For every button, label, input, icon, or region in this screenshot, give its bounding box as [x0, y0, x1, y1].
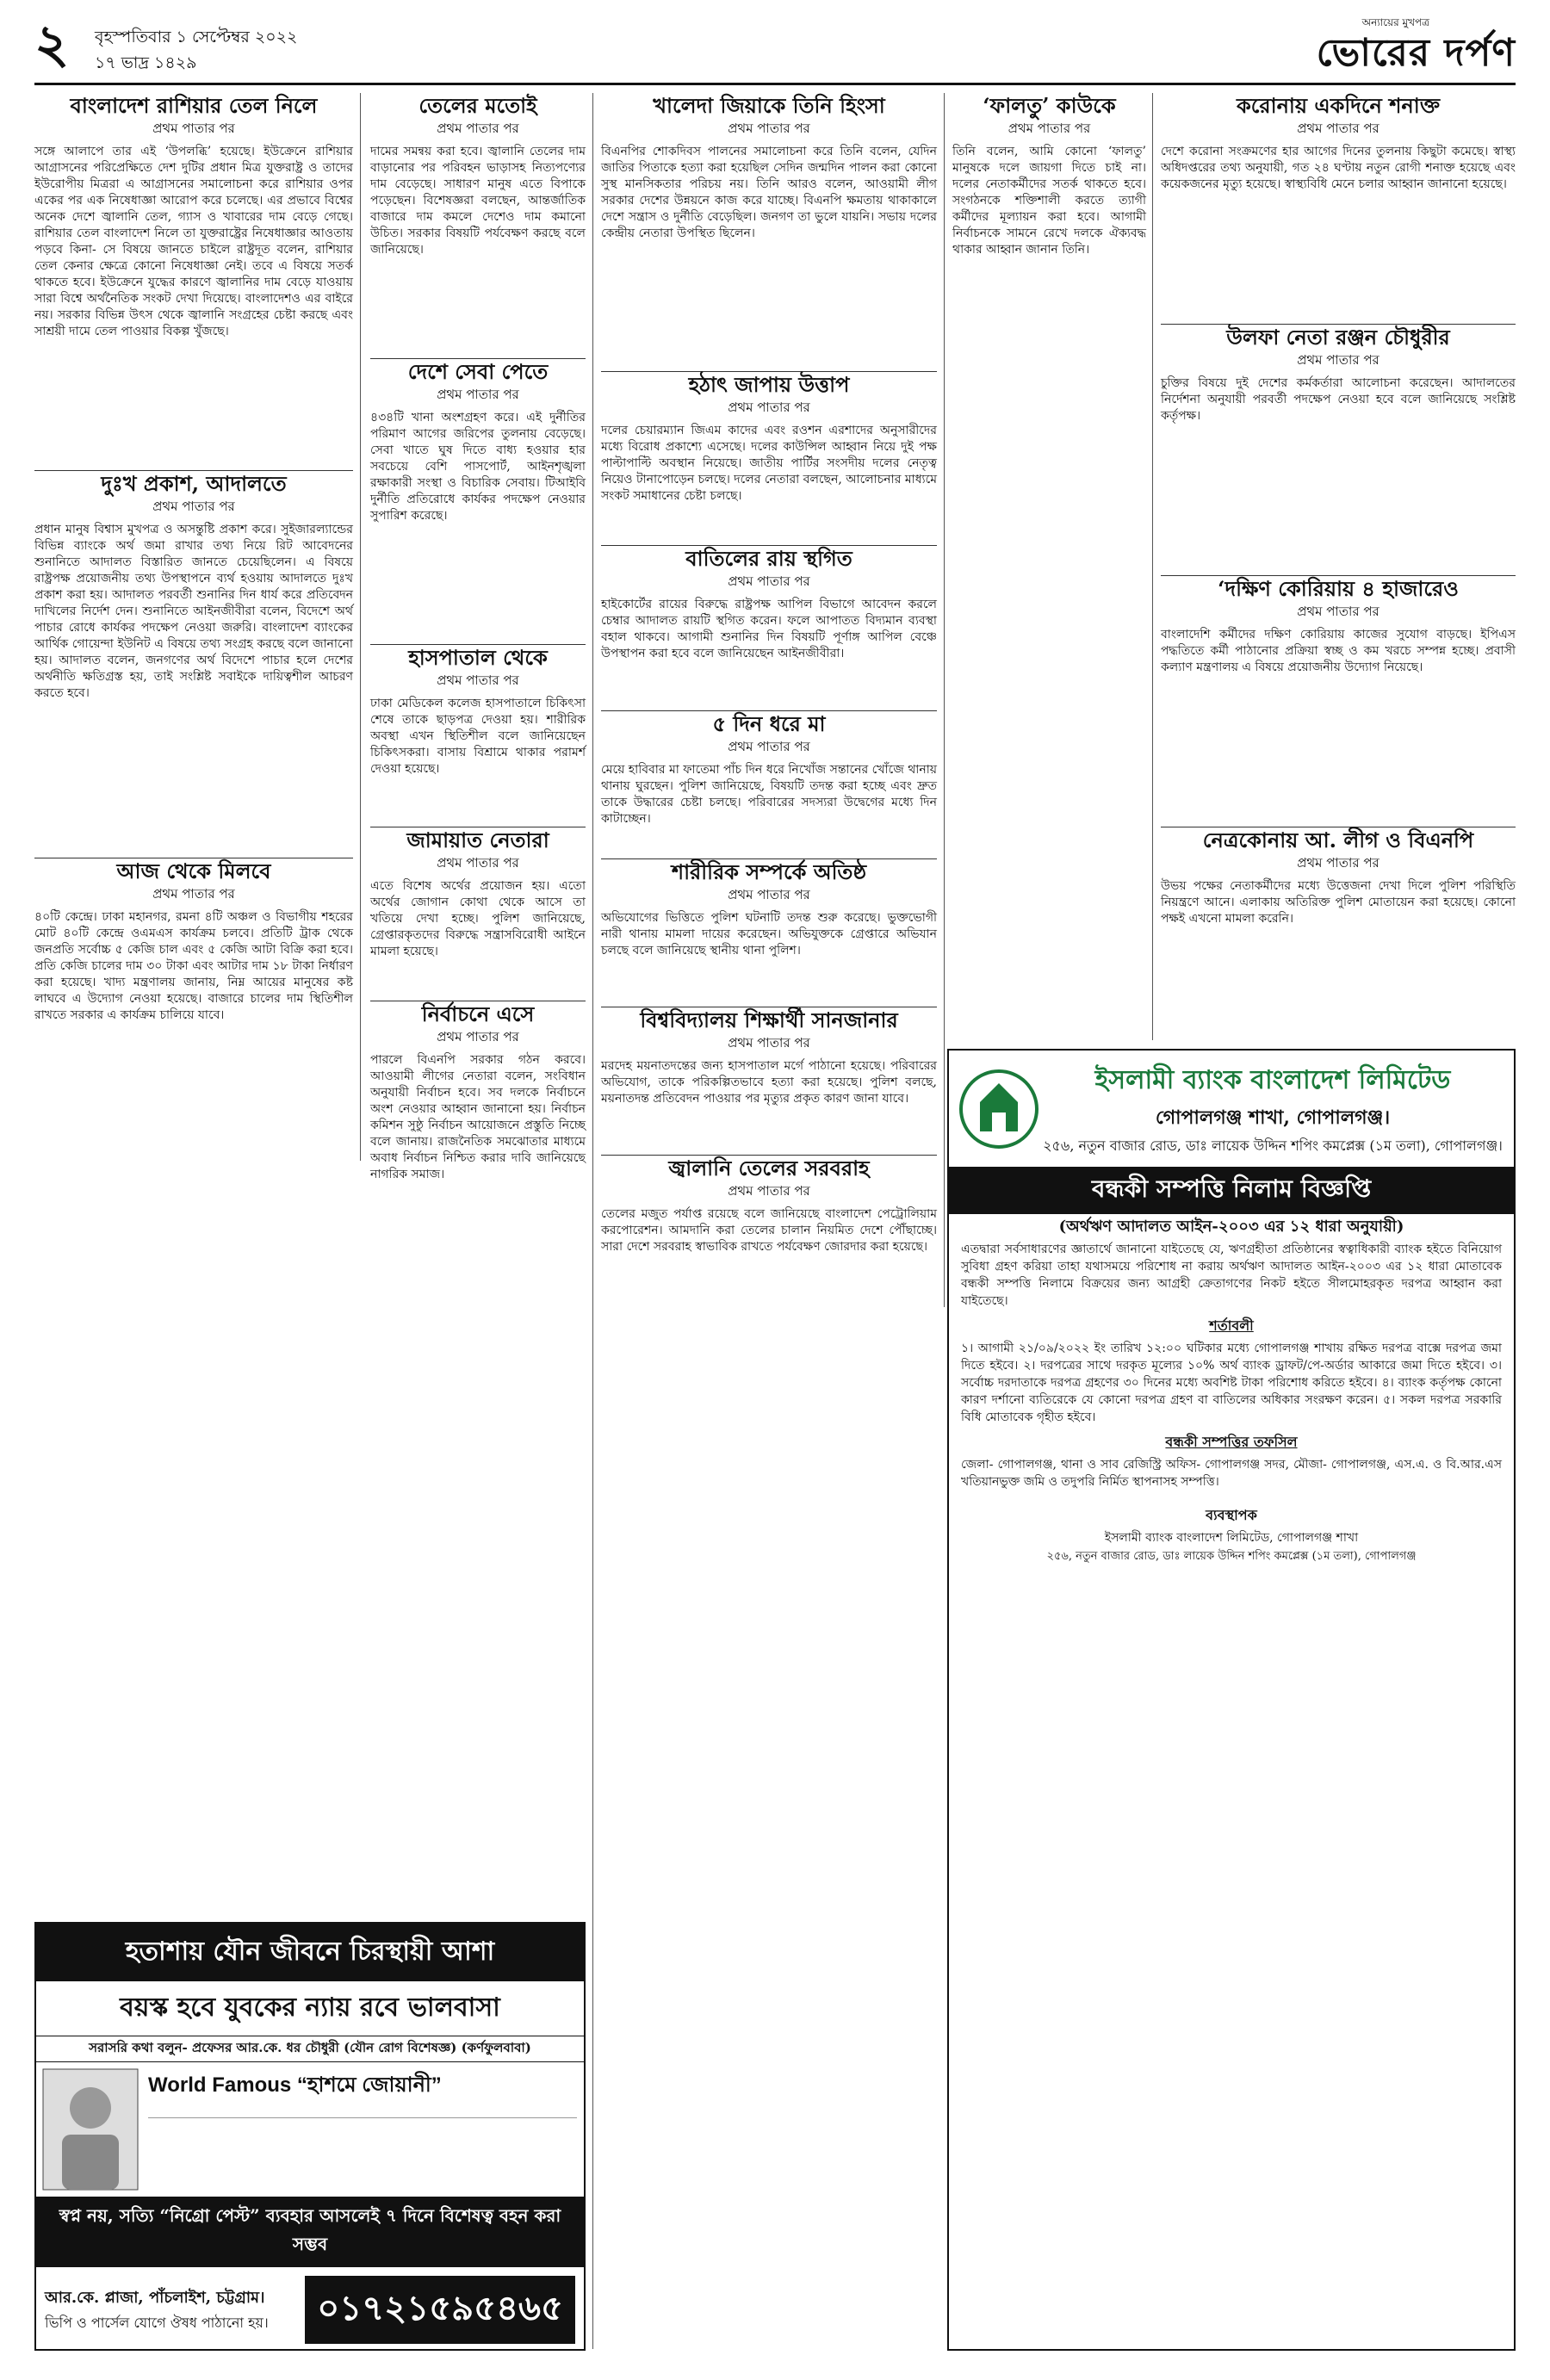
article-netrokona	[1161, 821, 1516, 1040]
signatory-address: ২৫৬, নতুন বাজার রোড, ডাঃ লায়েক উদ্দিন শপিং কমপ্লেক্স (১ম তলা), গোপালগঞ্জ	[1046, 1550, 1417, 1563]
article-body: সঙ্গে আলাপে তার এই ‘উপলব্ধি’ হয়েছে। ইউক্রেনে রাশিয়ার আগ্রাসনের পরিপ্রেক্ষিতে দেশ দুটির প্রধান মিত্র যুক্তরাষ্ট্র ও তাদের ইউরোপীয় মিত্ররা এ আগ্রাসনের সমালোচনা করে রাশিয়ার ওপর একের পর এক নিষেধাজ্ঞা আরোপ করে চলেছে। এর প্রভাবে বিশ্বের অনেক দেশে জ্বালানি তেল, গ্যাস ও খাবারের দাম বেড়ে গেছে। রাশিয়ার তেল বাংলাদেশ নিলে তা যুক্তরাষ্ট্রের নিষেধাজ্ঞার আওতায় পড়বে কিনা- সে বিষয়ে জানতে চাইলে রাষ্ট্রদূত বলেন, রাশিয়ার তেল কেনার ক্ষেত্রে কোনো নিষেধাজ্ঞা নেই। তবে এ বিষয়ে সতর্ক থাকতে হবে। ইউক্রেনে যুদ্ধের কারণে জ্বালানির দাম বেড়ে যাওয়ায় সারা বিশ্বে অর্থনৈতিক সংকট দেখা দিয়েছে। বাংলাদেশও এর বাইরে নয়। সরকার বিভিন্ন উৎস থেকে জ্বালানি সংগ্রহের চেষ্টা করছে এবং সাশ্রয়ী দামে তেল পাওয়ার বিকল্প খুঁজছে।	[34, 145, 353, 338]
article-body: প্রধান মানুষ বিশ্বাস মুখপত্র ও অসন্তুষ্টি প্রকাশ করে। সুইজারল্যান্ডের বিভিন্ন ব্যাংকে অর্থ জমা রাখার তথ্য নিয়ে রিট আবেদনের শুনানিতে আদালত বিস্তারিত জানতে চেয়েছিলেন। এ বিষয়ে রাষ্ট্রপক্ষ প্রয়োজনীয় তথ্য উপস্থাপনে ব্যর্থ হওয়ায় আদালতে দুঃখ প্রকাশ করা হয়। আদালত পরবর্তী শুনানির দিন ধার্য করে প্রতিবেদন দাখিলের নির্দেশ দেন। শুনানিতে আইনজীবীরা বলেন, বিদেশে অর্থ পাচার রোধে কার্যকর পদক্ষেপ নেওয়া জরুরি। বাংলাদেশ ব্যাংকের আর্থিক গোয়েন্দা ইউনিট এ বিষয়ে তথ্য সংগ্রহ করছে বলে জানানো হয়। আদালত বলেন, জনগণের অর্থ বিদেশে পাচার হলে দেশের অর্থনীতি ক্ষতিগ্রস্ত হয়, তাই সংশ্লিষ্ট সবাইকে দায়িত্বশীল আচরণ করতে হবে।	[34, 523, 353, 700]
headline: ‘ফালতু’ কাউকে	[983, 93, 1116, 118]
ad-divider	[148, 2110, 577, 2118]
article-hospital	[370, 639, 586, 820]
headline: দুঃখ প্রকাশ, আদালতে	[101, 471, 287, 496]
property-heading: বন্ধকী সম্পত্তির তফসিল	[1165, 1434, 1298, 1450]
doctor-photo-icon	[43, 2069, 138, 2190]
date-bengali: ১৭ ভাদ্র ১৪২৯	[95, 53, 197, 72]
date-line	[95, 24, 297, 76]
logo-tagline: অন্যায়ের মুখপত্র	[1361, 16, 1429, 28]
signatory-name: ইসলামী ব্যাংক বাংলাদেশ লিমিটেড, গোপালগঞ্জ শাখা	[1104, 1531, 1359, 1545]
continuation-label: প্রথম পাতার পর	[1297, 855, 1380, 871]
article-body: বিএনপির শোকদিবস পালনের সমালোচনা করে তিনি বলেন, যেদিন জাতির পিতাকে হত্যা করা হয়েছিল সেদিন জন্মদিন পালন করা কোনো সুস্থ মানসিকতার পরিচয় নয়। তিনি আরও বলেন, আওয়ামী লীগ সরকার দেশের উন্নয়নে কাজ করে যাচ্ছে। বিএনপি ক্ষমতায় থাকাকালে দেশে সন্ত্রাস ও দুর্নীতি বেড়েছিল। জনগণ তা ভুলে যায়নি। সভায় দলের কেন্দ্রীয় নেতারা উপস্থিত ছিলেন।	[601, 145, 937, 240]
continuation-label: প্রথম পাতার পর	[1297, 604, 1380, 619]
ad-phone: ০১৭২১৫৯৫৪৬৫	[305, 2276, 575, 2344]
headline: আজ থেকে মিলবে	[116, 858, 271, 883]
headline: নেত্রকোনায় আ. লীগ ও বিএনপি	[1202, 827, 1474, 852]
page-number: ২	[34, 12, 70, 75]
article-body: ঢাকা মেডিকেল কলেজ হাসপাতালে চিকিৎসা শেষে তাকে ছাড়পত্র দেওয়া হয়। শারীরিক অবস্থা এখন স্থিতিশীল বলে জানিয়েছেন চিকিৎসকরা। বাসায় বিশ্রামে থাকার পরামর্শ দেওয়া হয়েছে।	[370, 697, 586, 776]
continuation-label: প্রথম পাতার পর	[1297, 352, 1380, 368]
headline: বিশ্ববিদ্যালয় শিক্ষার্থী সানজানার	[640, 1007, 898, 1032]
continuation-label: প্রথম পাতার পর	[728, 573, 810, 589]
article-harassment	[601, 853, 937, 1000]
headline: দেশে সেবা পেতে	[407, 359, 549, 384]
article-russia-oil	[34, 93, 353, 463]
bank-name: ইসলামী ব্যাংক বাংলাদেশ লিমিটেড	[1094, 1065, 1451, 1095]
article-oil-price	[370, 93, 586, 351]
ad-world-famous: World Famous “হাশমে জোয়ানী”	[148, 2073, 442, 2097]
headline: করোনায় একদিনে শনাক্ত	[1236, 93, 1441, 118]
article-body: চুক্তির বিষয়ে দুই দেশের কর্মকর্তারা আলোচনা করেছেন। আদালতের নির্দেশনা অনুযায়ী পরবর্তী পদক্ষেপ নেওয়া হবে বলে জানিয়েছে সংশ্লিষ্ট কর্তৃপক্ষ।	[1161, 376, 1516, 423]
notice-property: জেলা- গোপালগঞ্জ, থানা ও সাব রেজিস্ট্রি অফিস- গোপালগঞ্জ সদর, মৌজা- গোপালগঞ্জ, এস.এ. ও বি.আর.এস খতিয়ানভুক্ত জমি ও তদুপরি নির্মিত স্থাপনাসহ সম্পত্তি।	[961, 1458, 1502, 1489]
continuation-label: প্রথম পাতার পর	[728, 400, 810, 415]
newspaper-logo	[1292, 15, 1516, 77]
article-body: অভিযোগের ভিত্তিতে পুলিশ ঘটনাটি তদন্ত শুরু করেছে। ভুক্তভোগী নারী থানায় মামলা দায়ের করেছেন। অভিযুক্তকে গ্রেপ্তারে অভিযান চলছে বলে জানিয়েছে স্থানীয় থানা পুলিশ।	[601, 911, 937, 958]
continuation-label: প্রথম পাতার পর	[437, 855, 519, 871]
headline: বাংলাদেশ রাশিয়ার তেল নিলে	[70, 93, 318, 118]
article-service-bribe	[370, 353, 586, 637]
continuation-label: প্রথম পাতার পর	[152, 886, 235, 902]
notice-title: বন্ধকী সম্পত্তি নিলাম বিজ্ঞপ্তি	[949, 1167, 1514, 1214]
auction-notice	[947, 1049, 1516, 2351]
notice-subtitle: (অর্থঋণ আদালত আইন-২০০৩ এর ১২ ধারা অনুযায়ী)	[1058, 1218, 1404, 1236]
article-verdict-stayed	[601, 540, 937, 703]
article-court-regret	[34, 465, 353, 852]
notice-intro: এতদ্বারা সর্বসাধারণের জ্ঞাতার্থে জানানো যাইতেছে যে, ঋণগ্রহীতা প্রতিষ্ঠানের স্বত্বাধিকারী ব্যাংক হইতে বিনিয়োগ সুবিধা গ্রহণ করিয়া তাহা যথাসময়ে পরিশোধ না করায় অর্থঋণ আদালত আইন-২০০৩ এর ১২ ধারা মোতাবেক বন্ধকী সম্পত্তি নিলামে বিক্রয়ের জন্য আগ্রহী ক্রেতাগণের নিকট হইতে সীলমোহরকৃত দরপত্র আহ্বান করা যাইতেছে।	[961, 1243, 1502, 1308]
ad-headline-1: হতাশায় যৌন জীবনে চিরস্থায়ী আশা	[36, 1924, 584, 1981]
article-body: বাংলাদেশি কর্মীদের দক্ষিণ কোরিয়ায় কাজের সুযোগ বাড়ছে। ইপিএস পদ্ধতিতে কর্মী পাঠানোর প্রক্রিয়া স্বচ্ছ ও কম খরচে সম্পন্ন হচ্ছে। প্রবাসী কল্যাণ মন্ত্রণালয় এ বিষয়ে প্রয়োজনীয় উদ্যোগ নিয়েছে।	[1161, 628, 1516, 674]
advertisement-clinic	[34, 1922, 586, 2351]
signatory-title: ব্যবস্থাপক	[1206, 1507, 1257, 1523]
ad-tagline: সরাসরি কথা বলুন- প্রফেসর আর.কে. ধর চৌধুরী (যৌন রোগ বিশেষজ্ঞ) (কর্ণফুলবাবা)	[36, 2036, 584, 2062]
continuation-label: প্রথম পাতার পর	[728, 1035, 810, 1051]
ad-address-2: ভিপি ও পার্সেল যোগে ঔষধ পাঠানো হয়।	[45, 2314, 269, 2331]
headline: হাসপাতাল থেকে	[408, 645, 548, 670]
article-body: উভয় পক্ষের নেতাকর্মীদের মধ্যে উত্তেজনা দেখা দিলে পুলিশ পরিস্থিতি নিয়ন্ত্রণে আনে। এলাকায় অতিরিক্ত পুলিশ মোতায়েন করা হয়েছে। কোনো পক্ষই এখনো মামলা করেনি।	[1161, 879, 1516, 926]
ad-banner: স্বপ্ন নয়, সত্যি “নিগ্রো পেস্ট” ব্যবহার আসলেই ৭ দিনে বিশেষত্ব বহন করা সম্ভব	[36, 2197, 584, 2267]
article-khaleda	[601, 93, 937, 364]
article-japa-tension	[601, 366, 937, 538]
ad-headline-2: বয়স্ক হবে যুবকের ন্যায় রবে ভালবাসা	[120, 1993, 500, 2023]
headline: ‘দক্ষিণ কোরিয়ায় ৪ হাজারেও	[1218, 576, 1459, 601]
article-body: তেলের মজুত পর্যাপ্ত রয়েছে বলে জানিয়েছে বাংলাদেশ পেট্রোলিয়াম করপোরেশন। আমদানি করা তেলের চালান নিয়মিত দেশে পৌঁছাচ্ছে। সারা দেশে সরবরাহ স্বাভাবিক রাখতে পর্যবেক্ষণ জোরদার করা হয়েছে।	[601, 1207, 937, 1254]
article-body: মেয়ে হাবিবার মা ফাতেমা পাঁচ দিন ধরে নিখোঁজ সন্তানের খোঁজে থানায় থানায় ঘুরছেন। পুলিশ জানিয়েছে, বিষয়টি তদন্ত করা হচ্ছে এবং দ্রুত তাকে উদ্ধারের চেষ্টা চলছে। পরিবারের সদস্যরা উদ্বেগের মধ্যে দিন কাটাচ্ছেন।	[601, 763, 937, 826]
headline: হঠাৎ জাপায় উত্তাপ	[688, 372, 850, 397]
article-oms-sale	[34, 852, 353, 1158]
headline: খালেদা জিয়াকে তিনি হিংসা	[653, 93, 885, 118]
article-body: তিনি বলেন, আমি কোনো ‘ফালতু’ মানুষকে দলে জায়গা দিতে চাই না। দলের নেতাকর্মীদের সতর্ক থাকতে হবে। সংগঠনকে শক্তিশালী করতে ত্যাগী কর্মীদের মূল্যায়ন করা হবে। আগামী নির্বাচনকে সামনে রেখে দলকে ঐক্যবদ্ধ থাকার আহ্বান জানান তিনি।	[952, 145, 1146, 257]
article-fuel-supply	[601, 1150, 937, 1305]
headline: শারীরিক সম্পর্কে অতিষ্ঠ	[671, 859, 867, 884]
continuation-label: প্রথম পাতার পর	[437, 672, 519, 688]
conditions-heading: শর্তাবলী	[1209, 1317, 1254, 1334]
column-divider	[1152, 93, 1153, 1040]
continuation-label: প্রথম পাতার পর	[437, 121, 519, 136]
headline: তেলের মতোই	[418, 93, 537, 118]
continuation-label: প্রথম পাতার পর	[728, 887, 810, 902]
article-ulfa-leader	[1161, 319, 1516, 568]
headline: জ্বালানি তেলের সরবরাহ	[668, 1156, 870, 1181]
headline: নির্বাচনে এসে	[421, 1001, 535, 1026]
continuation-label: প্রথম পাতার পর	[152, 499, 235, 514]
article-body: দামের সমন্বয় করা হবে। জ্বালানি তেলের দাম বাড়ানোর পর পরিবহন ভাড়াসহ নিত্যপণ্যের দাম বেড়েছে। সাধারণ মানুষ এতে বিপাকে পড়েছেন। বিশেষজ্ঞরা বলছেন, আন্তর্জাতিক বাজারে দাম কমলে দেশেও দাম কমানো উচিত। সরকার বিষয়টি পর্যবেক্ষণ করছে বলে জানিয়েছে।	[370, 145, 586, 257]
continuation-label: প্রথম পাতার পর	[1297, 121, 1380, 136]
continuation-label: প্রথম পাতার পর	[728, 739, 810, 754]
column-divider	[944, 93, 945, 1307]
column-divider	[592, 93, 593, 2349]
notice-conditions: ১। আগামী ২১/০৯/২০২২ ইং তারিখ ১২:০০ ঘটিকার মধ্যে গোপালগঞ্জ শাখায় রক্ষিত দরপত্র বাক্সে দরপত্র জমা দিতে হইবে। ২। দরপত্রের সাথে দরকৃত মূল্যের ১০% অর্থ ব্যাংক ড্রাফট/পে-অর্ডার আকারে জমা দিতে হইবে। ৩। সর্বোচ্চ দরদাতাকে দরপত্র গ্রহণের ৩০ দিনের মধ্যে অবশিষ্ট টাকা পরিশোধ করিতে হইবে। ৪। ব্যাংক কর্তৃপক্ষ কোনো কারণ দর্শানো ব্যতিরেকে যে কোনো দরপত্র গ্রহণ বা বাতিলের অধিকার সংরক্ষণ করেন। ৫। সকল দরপত্র সরকারি বিধি মোতাবেক গৃহীত হইবে।	[961, 1342, 1502, 1424]
bank-branch: গোপালগঞ্জ শাখা, গোপালগঞ্জ।	[1155, 1106, 1391, 1129]
article-body: এতে বিশেষ অর্থের প্রয়োজন হয়। এতো অর্থের জোগান কোথা থেকে আসে তা খতিয়ে দেখা হচ্ছে। পুলিশ জানিয়েছে, গ্রেপ্তারকৃতদের বিরুদ্ধে সন্ত্রাসবিরোধী আইনে মামলা হয়েছে।	[370, 879, 586, 958]
continuation-label: প্রথম পাতার পর	[728, 121, 810, 136]
article-corona	[1161, 93, 1516, 317]
continuation-label: প্রথম পাতার পর	[1008, 121, 1091, 136]
article-south-korea	[1161, 570, 1516, 820]
continuation-label: প্রথম পাতার পর	[152, 121, 235, 136]
article-body: পারলে বিএনপি সরকার গঠন করবে। আওয়ামী লীগের নেতারা বলেন, সংবিধান অনুযায়ী নির্বাচন হবে। সব দলকে নির্বাচনে অংশ নেওয়ার আহ্বান জানানো হয়। নির্বাচন কমিশন সুষ্ঠু নির্বাচন আয়োজনে প্রস্তুতি নিচ্ছে বলে জানায়। রাজনৈতিক সমঝোতার মাধ্যমে অবাধ নির্বাচন নিশ্চিত করার দাবি জানিয়েছে নাগরিক সমাজ।	[370, 1053, 586, 1181]
article-mother-5-days	[601, 705, 937, 852]
continuation-label: প্রথম পাতার পর	[437, 387, 519, 402]
article-body: মরদেহ ময়নাতদন্তের জন্য হাসপাতাল মর্গে পাঠানো হয়েছে। পরিবারের অভিযোগ, তাকে পরিকল্পিতভাবে হত্যা করা হয়েছে। পুলিশ বলছে, ময়নাতদন্ত প্রতিবেদন পাওয়ার পর মৃত্যুর প্রকৃত কারণ জানা যাবে।	[601, 1059, 937, 1106]
continuation-label: প্রথম পাতার পর	[437, 1029, 519, 1044]
ad-address: আর.কে. প্লাজা, পাঁচলাইশ, চট্টগ্রাম।	[45, 2288, 265, 2307]
header-rule	[34, 83, 1516, 85]
headline: উলফা নেতা রঞ্জন চৌধুরীর	[1226, 325, 1450, 350]
headline: জামায়াত নেতারা	[406, 827, 549, 852]
article-election	[370, 995, 586, 1181]
column-divider	[360, 93, 361, 1161]
article-body: হাইকোর্টের রায়ের বিরুদ্ধে রাষ্ট্রপক্ষ আপিল বিভাগে আবেদন করলে চেম্বার আদালত রায়টি স্থগিত করেন। ফলে আপাতত বিদ্যমান ব্যবস্থা বহাল থাকবে। আগামী শুনানির দিন বিষয়টি পূর্ণাঙ্গ আপিল বেঞ্চে উপস্থাপন করা হবে বলে জানিয়েছেন আইনজীবীরা।	[601, 598, 937, 660]
logo-wordmark: ভোরের দর্পণ	[1316, 31, 1516, 75]
article-jamaat-leaders	[370, 821, 586, 994]
continuation-label: প্রথম পাতার পর	[728, 1183, 810, 1199]
article-body: ৪৩৪টি খানা অংশগ্রহণ করে। এই দুর্নীতির পরিমাণ আগের জরিপের তুলনায় বেড়েছে। সেবা খাতে ঘুষ দিতে বাধ্য হওয়ার হার সবচেয়ে বেশি পাসপোর্ট, আইনশৃঙ্খলা রক্ষাকারী সংস্থা ও বিচারিক সেবায়। টিআইবি দুর্নীতি প্রতিরোধে কার্যকর পদক্ষেপ নেওয়ার সুপারিশ করেছে।	[370, 411, 586, 523]
bank-logo-icon	[958, 1068, 1040, 1150]
article-student-sanjana	[601, 1001, 937, 1148]
article-body: দলের চেয়ারম্যান জিএম কাদের এবং রওশন এরশাদের অনুসারীদের মধ্যে বিরোধ প্রকাশ্যে এসেছে। দলের কাউন্সিল আহ্বান নিয়ে দুই পক্ষ পাল্টাপাল্টি অবস্থান নিয়েছে। জাতীয় পার্টির সংসদীয় দলের নেতৃত্ব নিয়েও টানাপোড়েন চলছে। দলের নেতারা বলছেন, আলোচনার মাধ্যমে সংকট সমাধানের চেষ্টা চলছে।	[601, 424, 937, 503]
date-gregorian: বৃহস্পতিবার ১ সেপ্টেম্বর ২০২২	[95, 28, 298, 46]
article-body: ৪০টি কেন্দ্রে। ঢাকা মহানগর, রমনা ৪টি অঞ্চল ও বিভাগীয় শহরের মোট ৪০টি কেন্দ্রে ওএমএস কার্যক্রম চলবে। প্রতিটি ট্রাক থেকে জনপ্রতি সর্বোচ্চ ৫ কেজি চাল এবং ৫ কেজি আটা বিক্রি করা হবে। প্রতি কেজি চালের দাম ৩০ টাকা এবং আটার দাম ১৮ টাকা নির্ধারণ করা হয়েছে। খাদ্য মন্ত্রণালয় জানায়, নিম্ন আয়ের মানুষের কষ্ট লাঘবে এ উদ্যোগ নেওয়া হয়েছে। বাজারে চালের দাম স্থিতিশীল রাখতে সরকার এ কার্যক্রম চালিয়ে যাবে।	[34, 910, 353, 1022]
headline: বাতিলের রায় স্থগিত	[685, 546, 852, 571]
article-body: দেশে করোনা সংক্রমণের হার আগের দিনের তুলনায় কিছুটা কমেছে। স্বাস্থ্য অধিদপ্তরের তথ্য অনুযায়ী, গত ২৪ ঘণ্টায় নতুন রোগী শনাক্ত হয়েছে এবং কয়েকজনের মৃত্যু হয়েছে। স্বাস্থ্যবিধি মেনে চলার আহ্বান জানানো হয়েছে।	[1161, 145, 1516, 191]
bank-address: ২৫৬, নতুন বাজার রোড, ডাঃ লায়েক উদ্দিন শপিং কমপ্লেক্স (১ম তলা), গোপালগঞ্জ।	[1043, 1137, 1503, 1154]
article-faltu	[952, 93, 1146, 1040]
headline: ৫ দিন ধরে মা	[712, 711, 826, 736]
